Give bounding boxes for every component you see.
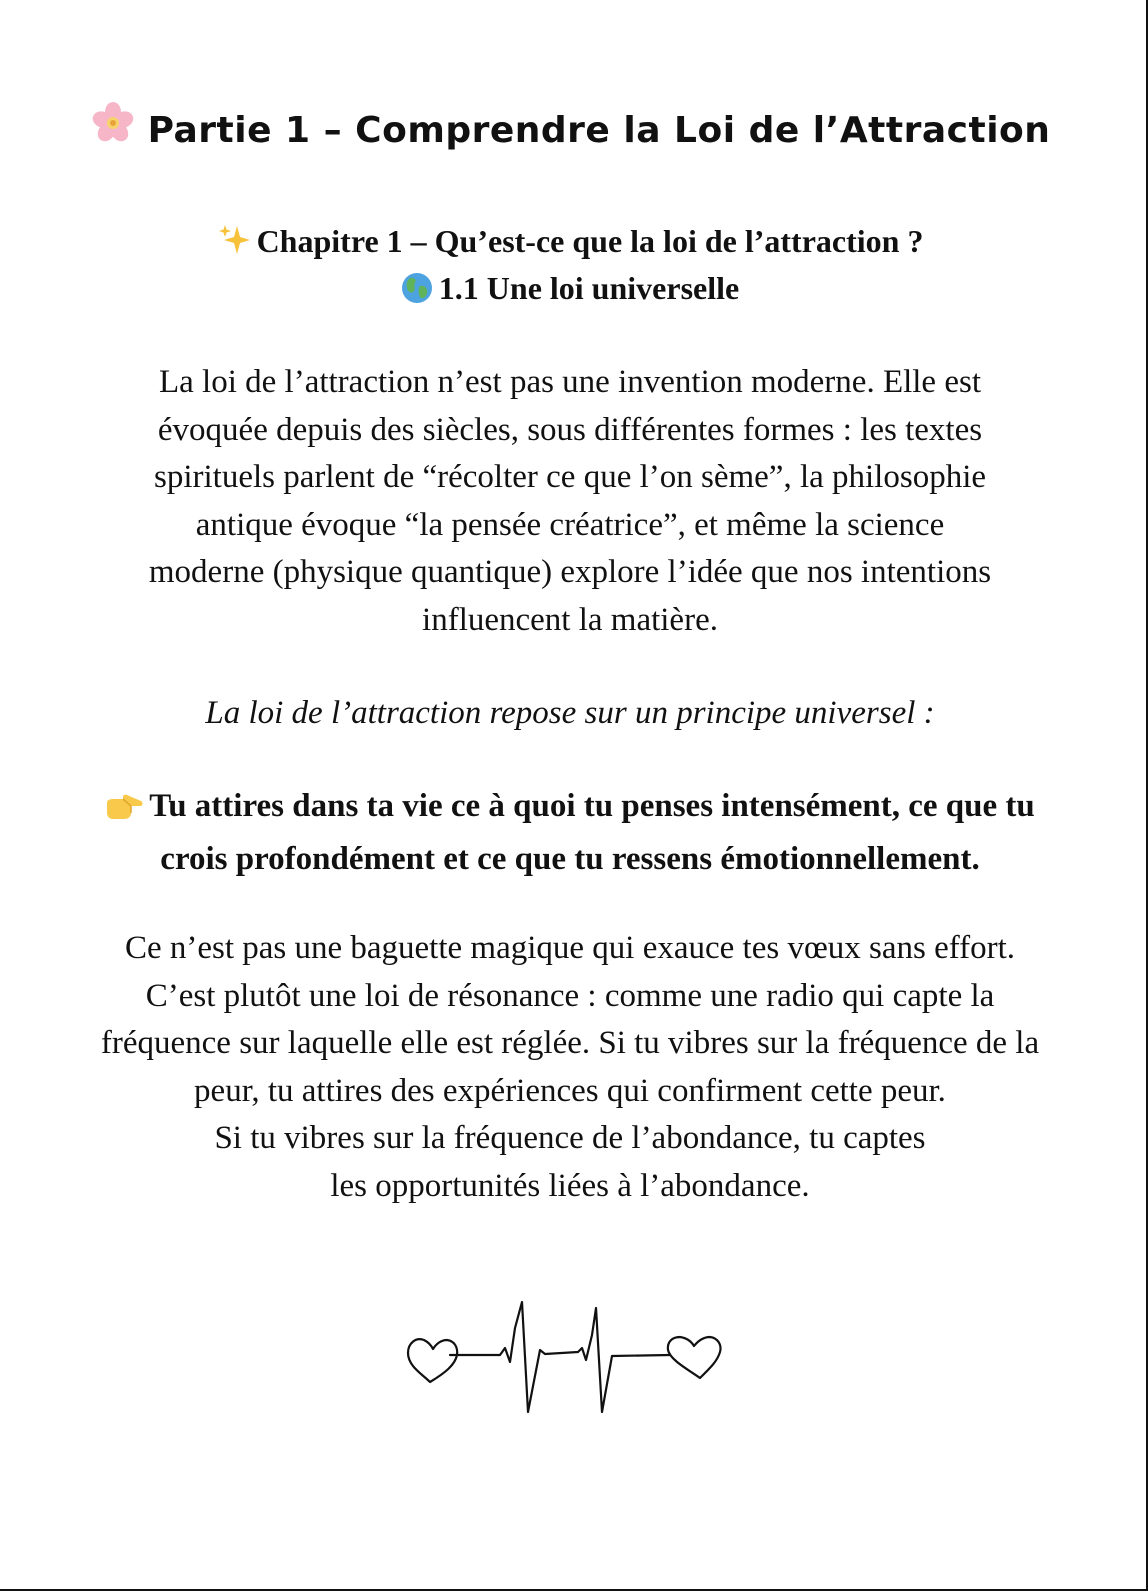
globe-icon — [401, 272, 433, 312]
paragraph-line: Ce n’est pas une baguette magique qui exauce tes vœux sans effort. — [124, 930, 1016, 966]
paragraph-line: évoquée depuis des siècles, sous différentes formes : les textes — [157, 411, 983, 448]
chapter-heading-text: Chapitre 1 – Qu’est-ce que la loi de l’attraction ? — [256, 223, 924, 259]
principle-intro-text: La loi de l’attraction repose sur un principe universel : — [205, 695, 935, 731]
heartbeat-hearts-icon — [400, 1300, 740, 1435]
chapter-heading — [0, 223, 1140, 265]
pointing-hand-icon — [105, 788, 143, 836]
paragraph-line: C’est plutôt une loi de résonance : comme une radio qui capte la — [145, 977, 995, 1014]
paragraph-line: les opportunités liées à l’abondance. — [330, 1167, 810, 1204]
part-title — [0, 100, 1140, 155]
paragraph-line: spirituels parlent de “récolter ce que l’on sème”, la philosophie — [153, 459, 987, 495]
paragraph-resonance — [0, 925, 1140, 1210]
paragraph-line: fréquence sur laquelle elle est réglée. Si tu vibres sur la fréquence de la — [100, 1025, 1040, 1061]
section-heading — [0, 270, 1140, 312]
paragraph-line: antique évoque “la pensée créatrice”, et même la science — [195, 506, 945, 543]
paragraph-line — [0, 783, 1140, 836]
section-heading-text: 1.1 Une loi universelle — [438, 270, 740, 306]
sparkles-icon — [217, 223, 251, 265]
principle-intro — [0, 690, 1140, 738]
cherry-blossom-icon — [90, 100, 136, 155]
paragraph-line: moderne (physique quantique) explore l’idée que nos intentions — [148, 554, 992, 590]
paragraph-line: La loi de l’attraction n’est pas une invention moderne. Elle est — [159, 364, 981, 400]
paragraph-line: influencent la matière. — [422, 601, 718, 638]
paragraph-history — [0, 359, 1140, 644]
principle-line-1: Tu attires dans ta vie ce à quoi tu penses intensément, ce que tu — [149, 788, 1035, 824]
paragraph-line: peur, tu attires des expériences qui confirment cette peur. — [194, 1072, 946, 1109]
paragraph-line: Si tu vibres sur la fréquence de l’abondance, tu captes — [214, 1120, 926, 1156]
part-title-text: Partie 1 – Comprendre la Loi de l’Attraction — [147, 110, 1051, 151]
principle-line-2: crois profondément et ce que tu ressens émotionnellement. — [160, 840, 980, 877]
principle-statement — [0, 783, 1140, 883]
